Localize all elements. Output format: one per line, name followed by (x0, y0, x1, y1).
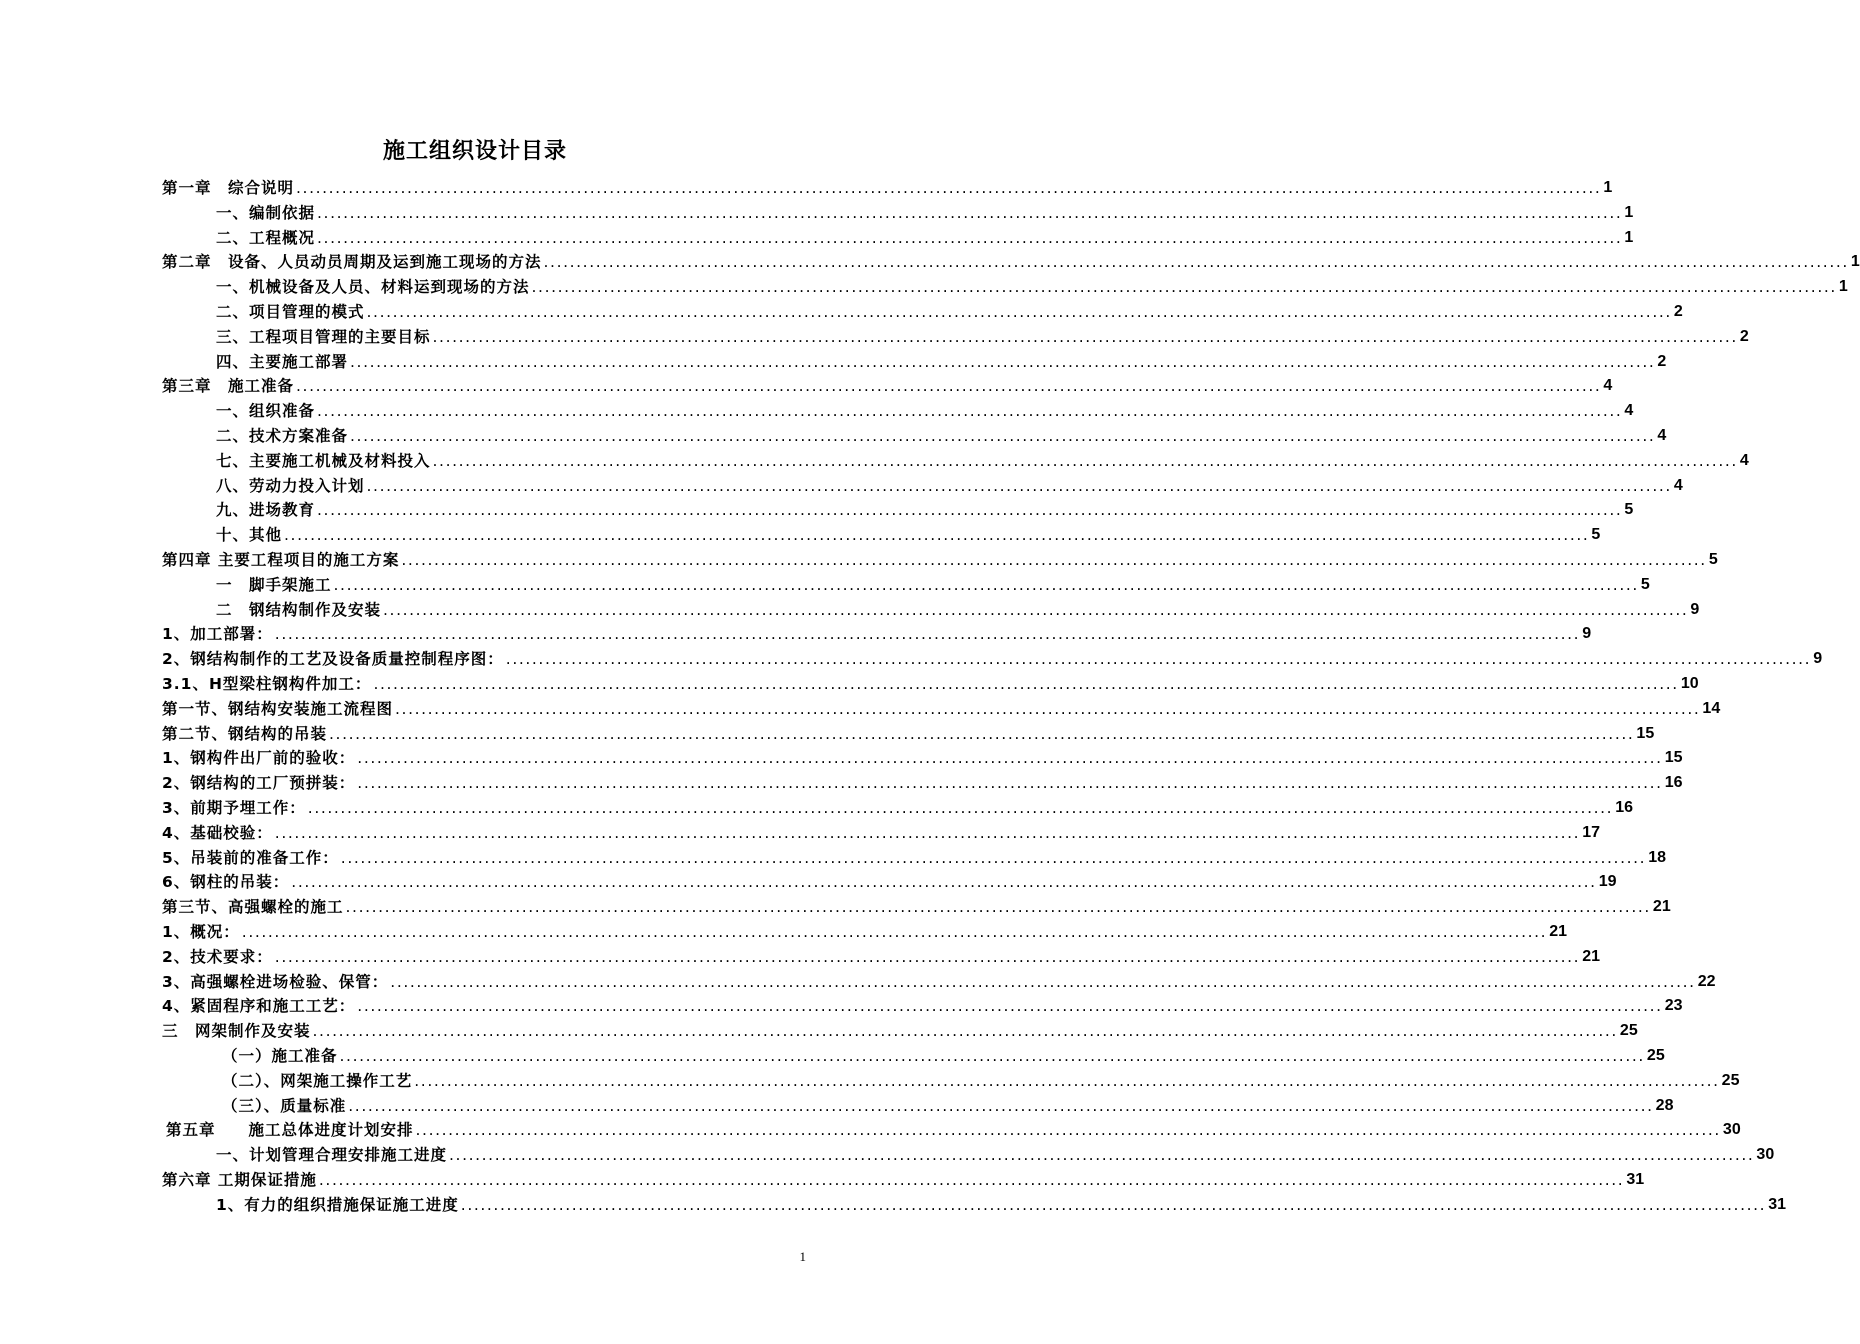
toc-entry[interactable] (162, 719, 1655, 744)
toc-entry[interactable] (162, 619, 1592, 644)
toc-entry-text: 七、主要施工机械及材料投入 (216, 451, 431, 470)
toc-entry-text: 第一节、钢结构安装施工流程图 (162, 699, 394, 718)
toc-leader-dots: ........................................................................................................................................................................................................ (274, 947, 1581, 966)
toc-entry[interactable] (166, 1115, 1741, 1140)
toc-leader-dots: ........................................................................................................................................................................................................ (274, 823, 1581, 842)
toc-entry-page: 23 (1664, 997, 1683, 1015)
toc-entry-text: 1、加工部署： (162, 625, 273, 644)
toc-entry[interactable] (216, 570, 1650, 595)
toc-entry-text: 第一章 综合说明 (162, 179, 295, 197)
toc-entry-page: 16 (1664, 774, 1683, 792)
toc-entry-page: 15 (1664, 749, 1683, 767)
toc-entry-text: （二）、网架施工操作工艺 (222, 1071, 413, 1090)
toc-entry-page: 1 (1603, 179, 1613, 196)
toc-leader-dots: ........................................................................................................................................................................................................ (296, 377, 1602, 396)
toc-entry-page: 5 (1640, 575, 1650, 593)
toc-entry[interactable] (216, 520, 1601, 545)
toc-entry-text: 第二节、钢结构的吊装 (162, 724, 328, 743)
toc-leader-dots: ........................................................................................................................................................................................................ (307, 799, 1614, 817)
toc-leader-dots: ........................................................................................................................................................................................................ (449, 1146, 1755, 1165)
toc-entry-page: 1 (1624, 203, 1634, 221)
toc-entry-page: 25 (1619, 1022, 1638, 1040)
toc-entry-text: 第四章 主要工程项目的施工方案 (162, 551, 400, 569)
toc-entry-page: 30 (1722, 1121, 1741, 1139)
toc-entry-page: 4 (1739, 451, 1749, 469)
toc-entry-text: 6、钢柱的吊装： (162, 873, 290, 892)
toc-entry-page: 31 (1626, 1171, 1645, 1188)
toc-leader-dots: ........................................................................................................................................................................................................ (317, 203, 1623, 222)
toc-leader-dots: ........................................................................................................................................................................................................ (241, 923, 1548, 941)
toc-entry-page: 19 (1598, 873, 1617, 891)
toc-entry[interactable] (216, 471, 1683, 496)
toc-entry[interactable] (216, 421, 1667, 446)
toc-leader-dots: ........................................................................................................................................................................................................ (329, 724, 1635, 743)
toc-leader-dots: ........................................................................................................................................................................................................ (317, 501, 1623, 520)
toc-leader-dots: ........................................................................................................................................................................................................ (357, 774, 1663, 793)
toc-leader-dots: ........................................................................................................................................................................................................ (505, 650, 1812, 669)
toc-entry[interactable] (216, 1140, 1775, 1165)
toc-leader-dots: ........................................................................................................................................................................................................ (366, 303, 1672, 321)
toc-leader-dots: ........................................................................................................................................................................................................ (291, 873, 1597, 892)
toc-entry-page: 14 (1702, 699, 1721, 717)
toc-leader-dots: ........................................................................................................................................................................................................ (339, 1047, 1645, 1065)
toc-entry[interactable] (216, 595, 1700, 620)
toc-entry-page: 31 (1768, 1195, 1786, 1213)
page-number: 1 (799, 1249, 806, 1264)
toc-entry-text: 第六章 工期保证措施 (162, 1171, 317, 1189)
toc-entry[interactable] (162, 843, 1666, 868)
toc-leader-dots: ........................................................................................................................................................................................................ (350, 427, 1656, 445)
toc-entry-page: 21 (1582, 947, 1600, 965)
toc-entry[interactable] (162, 1165, 1645, 1190)
page-title: 施工组织设计目录 (382, 138, 567, 164)
toc-entry-text: 一、编制依据 (216, 203, 316, 222)
toc-entry[interactable] (162, 991, 1683, 1016)
toc-entry[interactable] (216, 272, 1848, 297)
toc-entry[interactable] (162, 793, 1633, 818)
toc-entry-page: 18 (1648, 848, 1666, 866)
toc-entry-page: 1 (1850, 253, 1860, 271)
toc-entry[interactable] (162, 892, 1671, 917)
toc-entry[interactable] (216, 495, 1634, 520)
toc-entry-page: 30 (1756, 1146, 1775, 1164)
toc-entry[interactable] (216, 1190, 1786, 1215)
toc-entry[interactable] (162, 867, 1617, 892)
toc-entry-page: 25 (1721, 1071, 1740, 1089)
toc-entry-text: 四、主要施工部署 (216, 352, 349, 371)
toc-leader-dots: ........................................................................................................................................................................................................ (317, 402, 1623, 421)
toc-entry-text: 一、组织准备 (216, 402, 316, 421)
toc-leader-dots: ........................................................................................................................................................................................................ (350, 352, 1656, 371)
toc-entry[interactable] (162, 942, 1600, 967)
toc-entry-page: 5 (1591, 526, 1601, 544)
toc-entry[interactable] (162, 669, 1699, 694)
toc-entry-page: 16 (1615, 799, 1633, 816)
toc-entry-text: （一）施工准备 (222, 1047, 338, 1065)
toc-entry-page: 4 (1603, 377, 1613, 395)
toc-entry-page: 1 (1624, 228, 1634, 246)
toc-entry[interactable] (222, 1091, 1674, 1116)
toc-leader-dots: ........................................................................................................................................................................................................ (348, 1096, 1654, 1115)
toc-leader-dots: ........................................................................................................................................................................................................ (317, 228, 1623, 247)
toc-entry-text: 1、有力的组织措施保证施工进度 (216, 1195, 459, 1214)
toc-entry[interactable] (222, 1041, 1665, 1066)
toc-entry-page: 17 (1582, 823, 1600, 841)
toc-entry[interactable] (216, 322, 1749, 347)
toc-entry[interactable] (162, 247, 1860, 272)
toc-entry-page: 15 (1636, 724, 1655, 742)
toc-entry[interactable] (162, 545, 1718, 570)
toc-entry-page: 9 (1813, 650, 1823, 668)
toc-entry-text: 一、机械设备及人员、材料运到现场的方法 (216, 278, 530, 297)
toc-entry-page: 5 (1624, 501, 1634, 519)
toc-entry-page: 21 (1549, 923, 1567, 940)
toc-entry-text: 1、钢构件出厂前的验收： (162, 749, 356, 768)
toc-entry[interactable] (162, 644, 1823, 669)
toc-leader-dots: ........................................................................................................................................................................................................ (432, 327, 1738, 346)
toc-entry-text: 2、技术要求： (162, 947, 273, 966)
toc-entry-page: 9 (1690, 600, 1700, 618)
toc-entry-page: 2 (1673, 303, 1683, 320)
toc-entry-text: 八、劳动力投入计划 (216, 476, 365, 495)
toc-entry[interactable] (162, 694, 1721, 719)
toc-entry[interactable] (162, 1016, 1638, 1041)
toc-entry-text: 第二章 设备、人员动员周期及运到施工现场的方法 (162, 253, 542, 272)
toc-leader-dots: ........................................................................................................................................................................................................ (543, 253, 1849, 272)
toc-entry-text: 三 网架制作及安装 (162, 1022, 311, 1041)
toc-entry-text: 4、紧固程序和施工工艺： (162, 997, 356, 1016)
toc-entry-text: 二 钢结构制作及安装 (216, 600, 382, 619)
toc-entry-text: 二、工程概况 (216, 228, 316, 247)
toc-entry-text: 2、钢结构制作的工艺及设备质量控制程序图： (162, 650, 504, 669)
toc-entry-page: 4 (1673, 476, 1683, 494)
toc-leader-dots: ........................................................................................................................................................................................................ (340, 848, 1647, 867)
toc-leader-dots: ........................................................................................................................................................................................................ (383, 600, 1689, 619)
toc-entry-page: 22 (1697, 972, 1716, 990)
toc-entry-text: 第五章 施工总体进度计划安排 (166, 1121, 414, 1140)
toc-entry-text: 九、进场教育 (216, 501, 316, 520)
toc-entry[interactable] (216, 198, 1634, 223)
toc-leader-dots: ........................................................................................................................................................................................................ (390, 972, 1696, 991)
toc-entry-page: 4 (1624, 402, 1634, 420)
toc-entry-page: 5 (1708, 551, 1718, 568)
toc-entry[interactable] (162, 371, 1613, 396)
toc-leader-dots: ........................................................................................................................................................................................................ (284, 526, 1590, 545)
toc-leader-dots: ........................................................................................................................................................................................................ (333, 575, 1639, 594)
toc-leader-dots: ........................................................................................................................................................................................................ (318, 1171, 1625, 1189)
toc-entry-page: 28 (1655, 1096, 1674, 1114)
toc-entry[interactable] (222, 1066, 1740, 1091)
toc-entry-page: 25 (1646, 1047, 1665, 1064)
toc-entry-text: 第三章 施工准备 (162, 377, 295, 396)
toc-leader-dots: ........................................................................................................................................................................................................ (366, 476, 1672, 495)
toc-entry-text: 一 脚手架施工 (216, 575, 332, 594)
toc-leader-dots: ........................................................................................................................................................................................................ (312, 1022, 1618, 1041)
toc-leader-dots: ........................................................................................................................................................................................................ (460, 1195, 1767, 1214)
toc-entry-page: 1 (1838, 278, 1848, 296)
toc-leader-dots: ........................................................................................................................................................................................................ (357, 997, 1663, 1016)
toc-entry-text: 1、概况： (162, 923, 240, 941)
toc-leader-dots: ........................................................................................................................................................................................................ (401, 551, 1707, 569)
toc-entry[interactable] (162, 768, 1683, 793)
toc-leader-dots: ........................................................................................................................................................................................................ (395, 699, 1701, 718)
toc-entry-text: 3、前期予埋工作： (162, 799, 306, 817)
toc-entry-text: 5、吊装前的准备工作： (162, 848, 339, 867)
toc-leader-dots: ........................................................................................................................................................................................................ (415, 1121, 1721, 1140)
toc-leader-dots: ........................................................................................................................................................................................................ (373, 675, 1679, 693)
toc-entry-page: 9 (1582, 625, 1592, 643)
toc-leader-dots: ........................................................................................................................................................................................................ (414, 1071, 1720, 1090)
toc-entry-text: 二、技术方案准备 (216, 427, 349, 445)
toc-entry-page: 2 (1657, 352, 1667, 370)
toc-entry-text: 二、项目管理的模式 (216, 303, 365, 321)
toc-entry-text: 4、基础校验： (162, 823, 273, 842)
toc-entry[interactable] (216, 297, 1683, 322)
toc-entry-page: 21 (1652, 898, 1671, 916)
toc-entry[interactable] (162, 173, 1613, 198)
toc-entry[interactable] (162, 967, 1716, 992)
toc-entry-text: 一、计划管理合理安排施工进度 (216, 1146, 448, 1165)
toc-entry[interactable] (216, 396, 1634, 421)
toc-entry-text: 三、工程项目管理的主要目标 (216, 327, 431, 346)
toc-entry[interactable] (162, 743, 1683, 768)
toc-leader-dots: ........................................................................................................................................................................................................ (345, 898, 1651, 917)
toc-leader-dots: ........................................................................................................................................................................................................ (432, 451, 1738, 470)
toc-entry[interactable] (216, 223, 1634, 248)
toc-entry[interactable] (162, 818, 1600, 843)
toc-leader-dots: ........................................................................................................................................................................................................ (357, 749, 1663, 768)
toc-entry-text: （三）、质量标准 (222, 1096, 347, 1115)
toc-entry[interactable] (216, 347, 1667, 372)
toc-leader-dots: ........................................................................................................................................................................................................ (296, 179, 1602, 197)
toc-entry[interactable] (216, 446, 1749, 471)
toc-leader-dots: ........................................................................................................................................................................................................ (531, 278, 1837, 297)
toc-entry-text: 3.1、H型梁柱钢构件加工： (162, 675, 372, 693)
toc-entry-text: 3、高强螺栓进场检验、保管： (162, 972, 389, 991)
toc-entry-text: 十、其他 (216, 526, 283, 545)
toc-entry-text: 第三节、高强螺栓的施工 (162, 898, 344, 917)
toc-entry-page: 2 (1739, 327, 1749, 345)
toc-entry-page: 10 (1680, 675, 1699, 692)
toc-entry[interactable] (162, 917, 1567, 942)
toc-entry-page: 4 (1657, 427, 1667, 444)
toc-entry-text: 2、钢结构的工厂预拼装： (162, 774, 356, 793)
toc-leader-dots: ........................................................................................................................................................................................................ (274, 625, 1581, 644)
